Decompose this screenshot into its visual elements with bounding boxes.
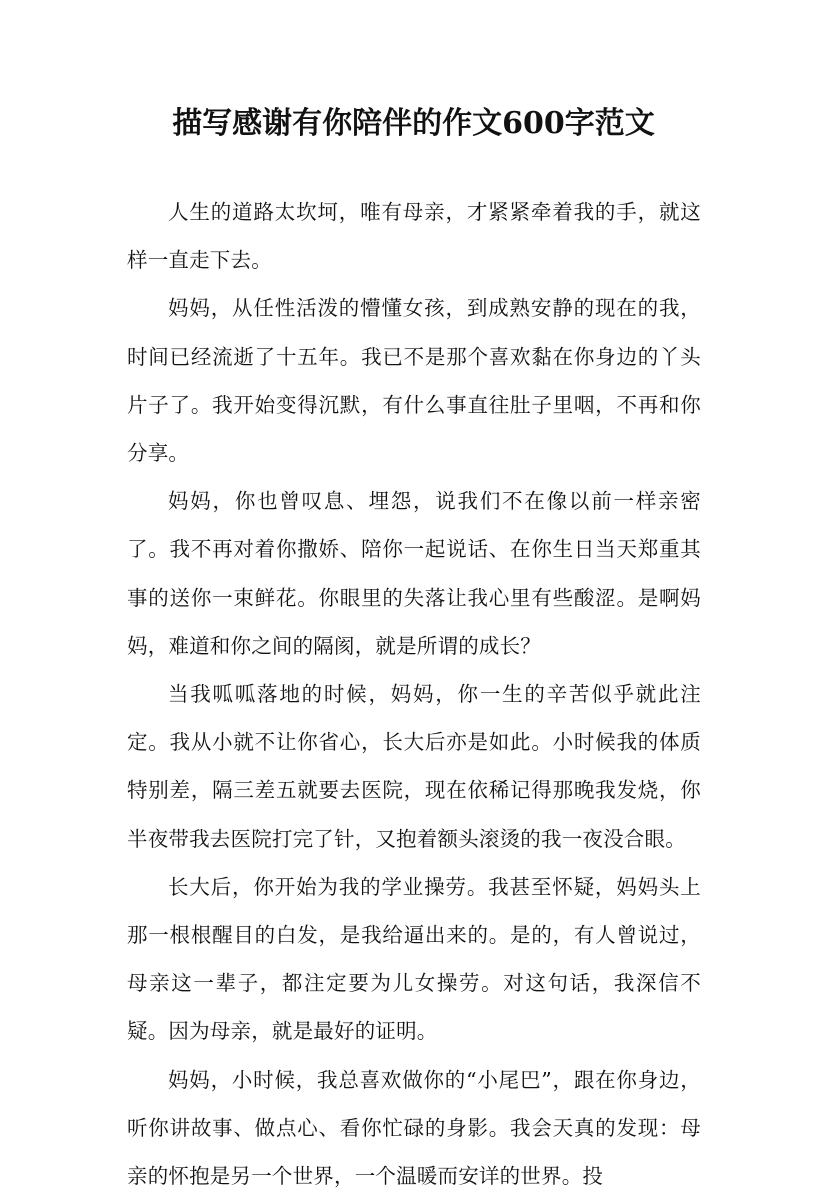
paragraph-5: 长大后，你开始为我的学业操劳。我甚至怀疑，妈妈头上那一根根醒目的白发，是我给逼出来的。是的，有人曾说过，母亲这一辈子，都注定要为儿女操劳。对这句话，我深信不疑。因为母亲，就是最好的证明。 <box>127 874 701 1044</box>
paragraph-2: 妈妈，从任性活泼的懵懂女孩，到成熟安静的现在的我，时间已经流逝了十五年。我已不是那个喜欢黏在你身边的丫头片子了。我开始变得沉默，有什么事直往肚子里咽，不再和你分享。 <box>127 296 701 466</box>
document-title: 描写感谢有你陪伴的作文600字范文 <box>172 106 655 141</box>
paragraph-4: 当我呱呱落地的时候，妈妈，你一生的辛苦似乎就此注定。我从小就不让你省心，长大后亦是如此。小时候我的体质特别差，隔三差五就要去医院，现在依稀记得那晚我发烧，你半夜带我去医院打完了针，又抱着额头滚烫的我一夜没合眼。 <box>127 682 701 851</box>
document-body <box>127 188 701 1200</box>
paragraph-6: 妈妈，小时候，我总喜欢做你的“小尾巴”，跟在你身边，听你讲故事、做点心、看你忙碌的身影。我会天真的发现：母亲的怀抱是另一个世界，一个温暖而安详的世界。投 <box>127 1067 701 1189</box>
paragraph-1: 人生的道路太坎坷，唯有母亲，才紧紧牵着我的手，就这样一直走下去。 <box>127 200 701 273</box>
paragraph-3: 妈妈，你也曾叹息、埋怨，说我们不在像以前一样亲密了。我不再对着你撒娇、陪你一起说话、在你生日当天郑重其事的送你一束鲜花。你眼里的失落让我心里有些酸涩。是啊妈妈，难道和你之间的隔阂，就是所谓的成长？ <box>127 489 701 658</box>
